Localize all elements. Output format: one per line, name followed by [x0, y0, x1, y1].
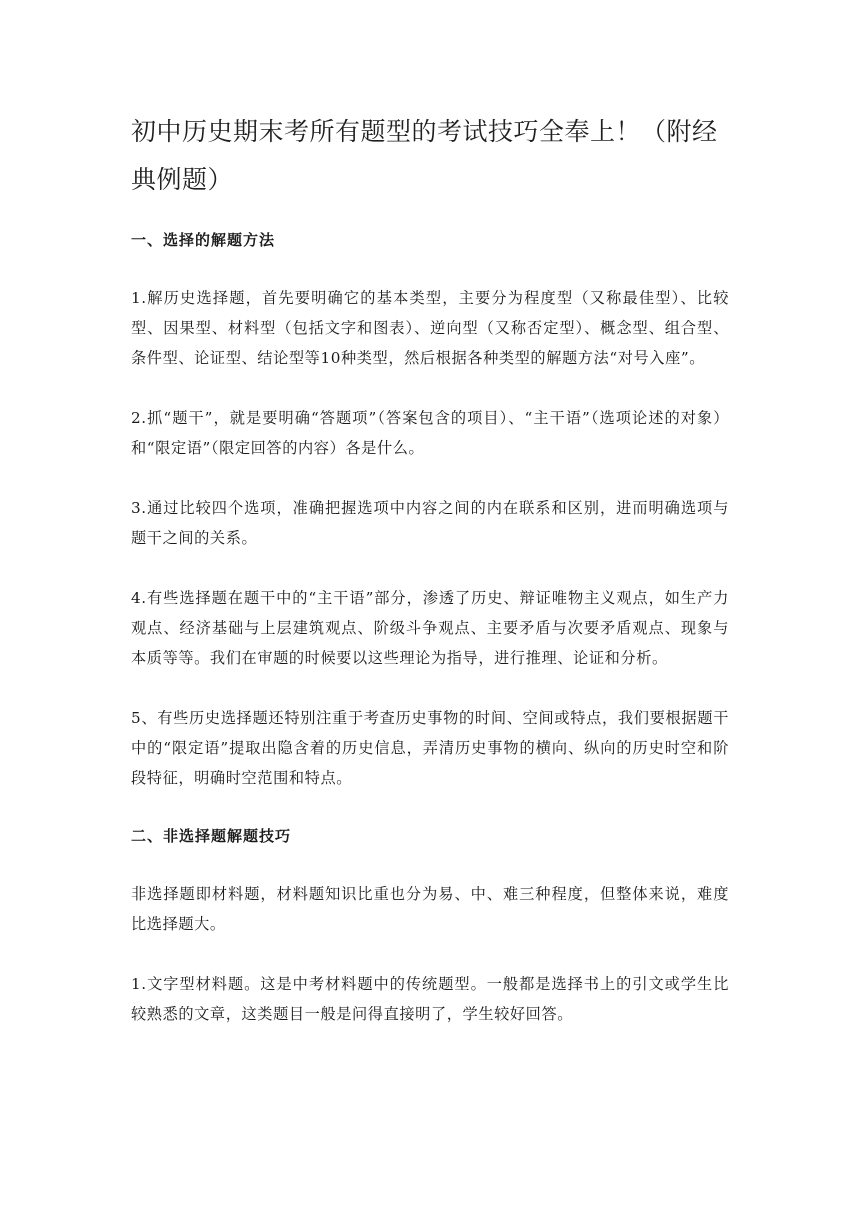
paragraph: 非选择题即材料题，材料题知识比重也分为易、中、难三种程度，但整体来说，难度比选择题大。 [131, 885, 729, 933]
paragraph: 1.文字型材料题。这是中考材料题中的传统题型。一般都是选择书上的引文或学生比较熟悉的文章，这类题目一般是问得直接明了，学生较好回答。 [131, 975, 729, 1023]
document-page [131, 108, 729, 1059]
section-heading: 一、选择的解题方法 [131, 231, 276, 249]
section-non-choice-questions [131, 822, 729, 1029]
paragraph: 5、有些历史选择题还特别注重于考查历史事物的时间、空间或特点，我们要根据题干中的“限定语”提取出隐含着的历史信息，弄清历史事物的横向、纵向的历史时空和阶段特征，明确时空范围和特点。 [131, 709, 729, 787]
paragraph: 2.抓“题干”，就是要明确“答题项”（答案包含的项目）、“主干语”（选项论述的对象）和“限定语”（限定回答的内容）各是什么。 [131, 409, 729, 457]
section-heading: 二、非选择题解题技巧 [131, 827, 292, 845]
paragraph: 4.有些选择题在题干中的“主干语”部分，渗透了历史、辩证唯物主义观点，如生产力观点、经济基础与上层建筑观点、阶级斗争观点、主要矛盾与次要矛盾观点、现象与本质等等。我们在审题的时候要以这些理论为指导，进行推理、论证和分析。 [131, 589, 729, 667]
paragraph: 3.通过比较四个选项，准确把握选项中内容之间的内在联系和区别，进而明确选项与题干之间的关系。 [131, 499, 729, 547]
section-choice-questions [131, 226, 729, 793]
document-title: 初中历史期末考所有题型的考试技巧全奉上！（附经典例题） [131, 117, 718, 194]
paragraph: 1.解历史选择题，首先要明确它的基本类型，主要分为程度型（又称最佳型）、比较型、因果型、材料型（包括文字和图表）、逆向型（又称否定型）、概念型、组合型、条件型、论证型、结论型等10种类型，然后根据各种类型的解题方法“对号入座”。 [131, 289, 729, 367]
